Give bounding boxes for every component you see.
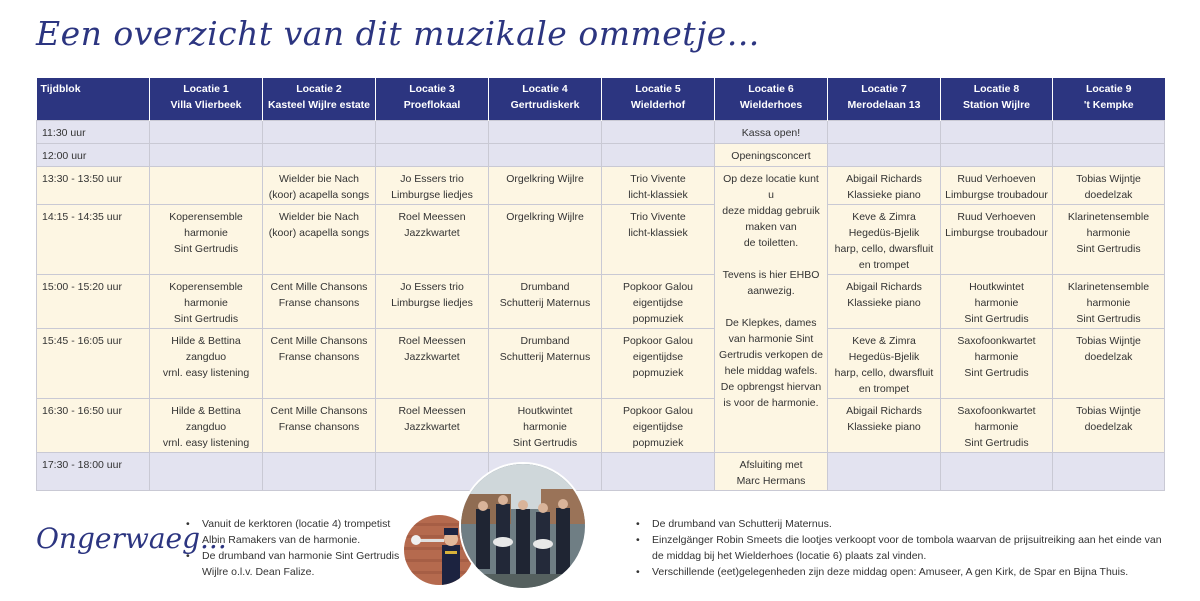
table-row (37, 453, 1165, 491)
table-cell (263, 144, 376, 167)
table-row (37, 144, 1165, 167)
table-cell (150, 121, 263, 144)
table-cell-location-6: Openingsconcert (715, 144, 828, 167)
location-name: Proeflokaal (403, 99, 461, 111)
header-location-5 (602, 78, 715, 121)
location-number: Locatie 8 (973, 83, 1020, 95)
page-title: Een overzicht van dit muzikale ommetje... (36, 14, 760, 53)
table-cell: Abigail Richards Klassieke piano (828, 167, 941, 205)
table-cell: Keve & Zimra Hegedüs-Bjelik harp, cello, dwarsfluit en trompet (828, 329, 941, 399)
table-cell (489, 121, 602, 144)
location-name: 't Kempke (1083, 99, 1134, 111)
table-cell-location-6: Afsluiting met Marc Hermans (715, 453, 828, 491)
table-cell (376, 453, 489, 491)
drumband-photo (459, 462, 587, 590)
table-cell: Klarinetensemble harmonie Sint Gertrudis (1053, 275, 1165, 329)
table-cell: Tobias Wijntje doedelzak (1053, 167, 1165, 205)
table-cell: Jo Essers trio Limburgse liedjes (376, 167, 489, 205)
location-number: Locatie 5 (635, 83, 681, 95)
table-cell (150, 167, 263, 205)
table-cell: Roel Meessen Jazzkwartet (376, 399, 489, 453)
table-cell (828, 121, 941, 144)
table-cell (941, 453, 1053, 491)
location-name: Kasteel Wijlre estate (267, 99, 371, 111)
table-row (37, 399, 1165, 453)
table-cell: Houtkwintet harmonie Sint Gertrudis (489, 399, 602, 453)
table-cell (602, 144, 715, 167)
time-cell: 16:30 - 16:50 uur (37, 399, 150, 453)
list-item: • Verschillende (eet)gelegenheden zijn deze middag open: Amuseer, A gen Kirk, de Spar en Bijna Thuis. (636, 564, 1166, 580)
table-cell (1053, 121, 1165, 144)
table-cell: Orgelkring Wijlre (489, 205, 602, 275)
location-number: Locatie 9 (1085, 83, 1132, 95)
table-cell: Drumband Schutterij Maternus (489, 275, 602, 329)
table-cell (376, 121, 489, 144)
table-cell (150, 453, 263, 491)
table-cell: Cent Mille Chansons Franse chansons (263, 399, 376, 453)
table-cell: Ruud Verhoeven Limburgse troubadour (941, 167, 1053, 205)
table-cell: Tobias Wijntje doedelzak (1053, 329, 1165, 399)
table-cell: Cent Mille Chansons Franse chansons (263, 275, 376, 329)
table-cell (489, 144, 602, 167)
location-name: Wielderhoes (739, 99, 803, 111)
table-row (37, 167, 1165, 205)
table-cell: Wielder bie Nach (koor) acapella songs (263, 167, 376, 205)
time-cell: 15:45 - 16:05 uur (37, 329, 150, 399)
table-cell: Abigail Richards Klassieke piano (828, 399, 941, 453)
table-cell: Koperensemble harmonie Sint Gertrudis (150, 205, 263, 275)
table-cell (1053, 453, 1165, 491)
table-cell-location-6: Kassa open! (715, 121, 828, 144)
header-location-4 (489, 78, 602, 121)
right-notes-list (636, 516, 1166, 580)
list-item: • Einzelgänger Robin Smeets die lootjes verkoopt voor de tombola waarvan de prijsuitreiking aan het einde van de middag bij het Wielderhoes (locatie 6) plaats zal vinden. (636, 532, 1166, 564)
time-cell: 15:00 - 15:20 uur (37, 275, 150, 329)
location-name: Gertrudiskerk (510, 99, 580, 111)
table-cell: Cent Mille Chansons Franse chansons (263, 329, 376, 399)
location-name: Villa Vlierbeek (170, 99, 242, 111)
header-location-7 (828, 78, 941, 121)
time-cell: 13:30 - 13:50 uur (37, 167, 150, 205)
table-cell: Roel Meessen Jazzkwartet (376, 329, 489, 399)
header-location-6 (715, 78, 828, 121)
time-cell: 17:30 - 18:00 uur (37, 453, 150, 491)
table-cell (263, 121, 376, 144)
table-row (37, 329, 1165, 399)
table-cell: Drumband Schutterij Maternus (489, 329, 602, 399)
list-item: • De drumband van Schutterij Maternus. (636, 516, 1166, 532)
table-cell: Houtkwintet harmonie Sint Gertrudis (941, 275, 1053, 329)
time-cell: 14:15 - 14:35 uur (37, 205, 150, 275)
header-location-8 (941, 78, 1053, 121)
header-location-2 (263, 78, 376, 121)
table-cell: Abigail Richards Klassieke piano (828, 275, 941, 329)
header-tijdblok: Tijdblok (37, 78, 150, 121)
table-cell: Orgelkring Wijlre (489, 167, 602, 205)
location-number: Locatie 2 (296, 83, 342, 95)
table-cell: Saxofoonkwartet harmonie Sint Gertrudis (941, 399, 1053, 453)
table-cell: Keve & Zimra Hegedüs-Bjelik harp, cello, dwarsfluit en trompet (828, 205, 941, 275)
left-notes-list (186, 516, 406, 580)
table-cell: Saxofoonkwartet harmonie Sint Gertrudis (941, 329, 1053, 399)
table-row (37, 275, 1165, 329)
header-location-1 (150, 78, 263, 121)
table-cell: Popkoor Galou eigentijdse popmuziek (602, 329, 715, 399)
table-cell: Klarinetensemble harmonie Sint Gertrudis (1053, 205, 1165, 275)
header-location-9 (1053, 78, 1165, 121)
time-cell: 11:30 uur (37, 121, 150, 144)
table-cell: Wielder bie Nach (koor) acapella songs (263, 205, 376, 275)
table-cell: Popkoor Galou eigentijdse popmuziek (602, 399, 715, 453)
table-cell (263, 453, 376, 491)
list-item: • Vanuit de kerktoren (locatie 4) trompetist Albin Ramakers van de harmonie. (186, 516, 406, 548)
table-cell: Koperensemble harmonie Sint Gertrudis (150, 275, 263, 329)
table-cell: Jo Essers trio Limburgse liedjes (376, 275, 489, 329)
table-cell: Hilde & Bettina zangduo vrnl. easy listening (150, 399, 263, 453)
schedule-table (36, 78, 1165, 491)
table-cell: Tobias Wijntje doedelzak (1053, 399, 1165, 453)
time-cell: 12:00 uur (37, 144, 150, 167)
table-cell (1053, 144, 1165, 167)
location-name: Station Wijlre (963, 99, 1030, 111)
table-cell (828, 144, 941, 167)
table-cell (602, 453, 715, 491)
table-cell: Trio Vivente licht-klassiek (602, 205, 715, 275)
table-header-row (37, 78, 1165, 121)
location-number: Locatie 6 (748, 83, 794, 95)
location-name: Wielderhof (630, 99, 686, 111)
table-cell (941, 144, 1053, 167)
table-cell (602, 121, 715, 144)
location-number: Locatie 3 (409, 83, 455, 95)
table-row (37, 205, 1165, 275)
table-cell (828, 453, 941, 491)
header-location-3 (376, 78, 489, 121)
location-6-info-cell: Op deze locatie kunt u deze middag gebruik maken van de toiletten. Tevens is hier EHBO aanwezig. De Klepkes, dames van harmonie Sint Gertrudis verkopen de hele middag wafels. De opbrengst hiervan is voor de harmonie. (715, 167, 828, 453)
location-name: Merodelaan 13 (847, 99, 921, 111)
table-cell: Hilde & Bettina zangduo vrnl. easy listening (150, 329, 263, 399)
table-cell: Trio Vivente licht-klassiek (602, 167, 715, 205)
location-number: Locatie 4 (522, 83, 568, 95)
table-cell: Roel Meessen Jazzkwartet (376, 205, 489, 275)
list-item: • De drumband van harmonie Sint Gertrudis Wijlre o.l.v. Dean Falize. (186, 548, 406, 580)
table-cell (941, 121, 1053, 144)
location-number: Locatie 1 (183, 83, 229, 95)
table-row (37, 121, 1165, 144)
footer-title: Ongerwaeg... (36, 522, 227, 555)
table-cell: Popkoor Galou eigentijdse popmuziek (602, 275, 715, 329)
table-cell: Ruud Verhoeven Limburgse troubadour (941, 205, 1053, 275)
location-number: Locatie 7 (861, 83, 907, 95)
table-cell (376, 144, 489, 167)
table-cell (150, 144, 263, 167)
